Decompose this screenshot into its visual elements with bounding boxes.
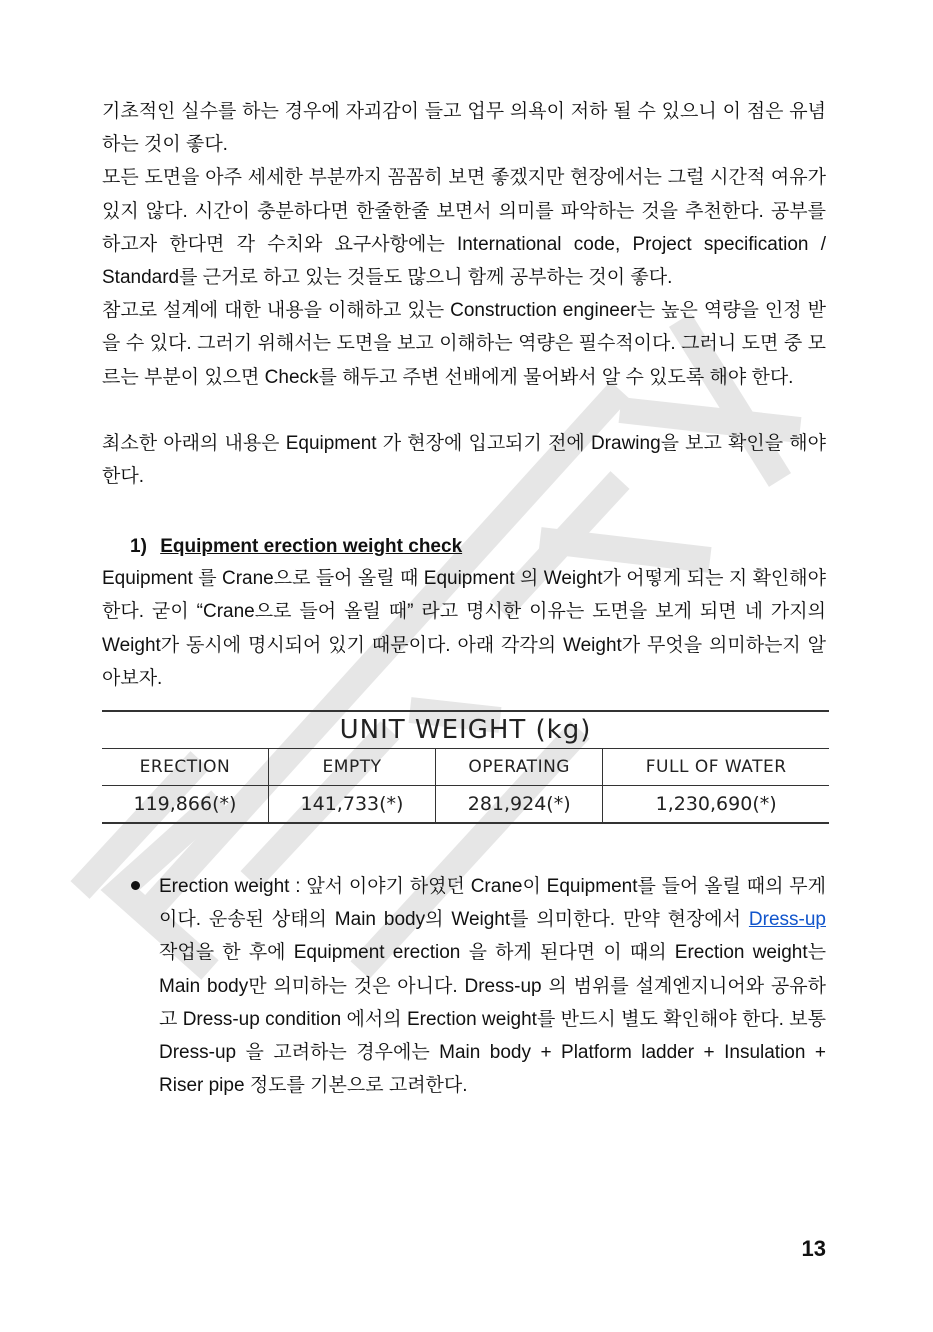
dress-up-link[interactable]: Dress-up [748, 909, 826, 931]
bullet-dot-icon [131, 881, 140, 890]
header-operating: OPERATING [436, 749, 603, 786]
page-number: 13 [801, 1236, 826, 1261]
value-empty: 141,733(*) [268, 786, 435, 824]
paragraph-minimum-check: 최소한 아래의 내용은 Equipment 가 현장에 입고되기 전에 Drawing을 보고 확인을 해야 한다. [102, 432, 826, 488]
section-number: 1) [130, 536, 147, 558]
value-full-of-water: 1,230,690(*) [603, 786, 829, 824]
value-erection: 119,866(*) [102, 786, 268, 824]
bullet-text-part2: 작업을 한 후에 Equipment erection 을 하게 된다면 이 때의 Erection weight는 Main body만 의미하는 것은 아니다. Dress-up 의 범위를 설계엔지니어와 공유하고 Dress-up condition 에서의 Erection weight를 반드시 별도 확인해야 한다. 보통 Dress-up 을 고려하는 경우에는 Main body + Platform ladder + Insulation + Riser pipe 정도를 기본으로 고려한다. [159, 942, 826, 1097]
document-body [102, 95, 826, 1102]
paragraph-intro: 기초적인 실수를 하는 경우에 자괴감이 들고 업무 의욕이 저하 될 수 있으니 이 점은 유념하는 것이 좋다. [102, 101, 826, 156]
table-title-row [102, 711, 829, 749]
paragraph-gap [102, 394, 826, 427]
paragraph-drawing-review: 모든 도면을 아주 세세한 부분까지 꼼꼼히 보면 좋겠지만 현장에서는 그럴 시간적 여유가 있지 않다. 시간이 충분하다면 한줄한줄 보면서 의미를 파악하는 것을 추천한다. 공부를 하고자 한다면 각 수치와 요구사항에는 International code, Project specification / Standard를 근거로 하고 있는 것들도 많으니 함께 공부하는 것이 좋다. [102, 167, 826, 289]
header-erection: ERECTION [102, 749, 268, 786]
bullet-text [159, 870, 826, 1102]
bullet-text-part1: Erection weight : 앞서 이야기 하였던 Crane이 Equipment를 들어 올릴 때의 무게이다. 운송된 상태의 Main body의 Weight를 의미한다. 만약 현장에서 [159, 876, 826, 931]
bullet-erection-weight [102, 870, 826, 1102]
table-title: UNIT WEIGHT (kg) [102, 711, 829, 749]
table-value-row [102, 786, 829, 824]
header-full-of-water: FULL OF WATER [603, 749, 829, 786]
unit-weight-table [102, 710, 829, 824]
value-operating: 281,924(*) [436, 786, 603, 824]
section-intro: Equipment 를 Crane으로 들어 올릴 때 Equipment 의 Weight가 어떻게 되는 지 확인해야 한다. 굳이 “Crane으로 들어 올릴 때” 라고 명시한 이유는 도면을 보게 되면 네 가지의 Weight가 동시에 명시되어 있기 때문이다. 아래 각각의 Weight가 무엇을 의미하는지 알아보자. [102, 568, 826, 689]
section-title: Equipment erection weight check [160, 536, 463, 558]
paragraph-construction-engineer: 참고로 설계에 대한 내용을 이해하고 있는 Construction engineer는 높은 역량을 인정 받을 수 있다. 그러기 위해서는 도면을 보고 이해하는 역량은 필수적이다. 그러니 도면 중 모르는 부분이 있으면 Check를 해두고 주변 선배에게 물어봐서 알 수 있도록 해야 한다. [102, 300, 826, 388]
table-header-row [102, 749, 829, 786]
header-empty: EMPTY [268, 749, 435, 786]
section-heading [130, 532, 826, 562]
